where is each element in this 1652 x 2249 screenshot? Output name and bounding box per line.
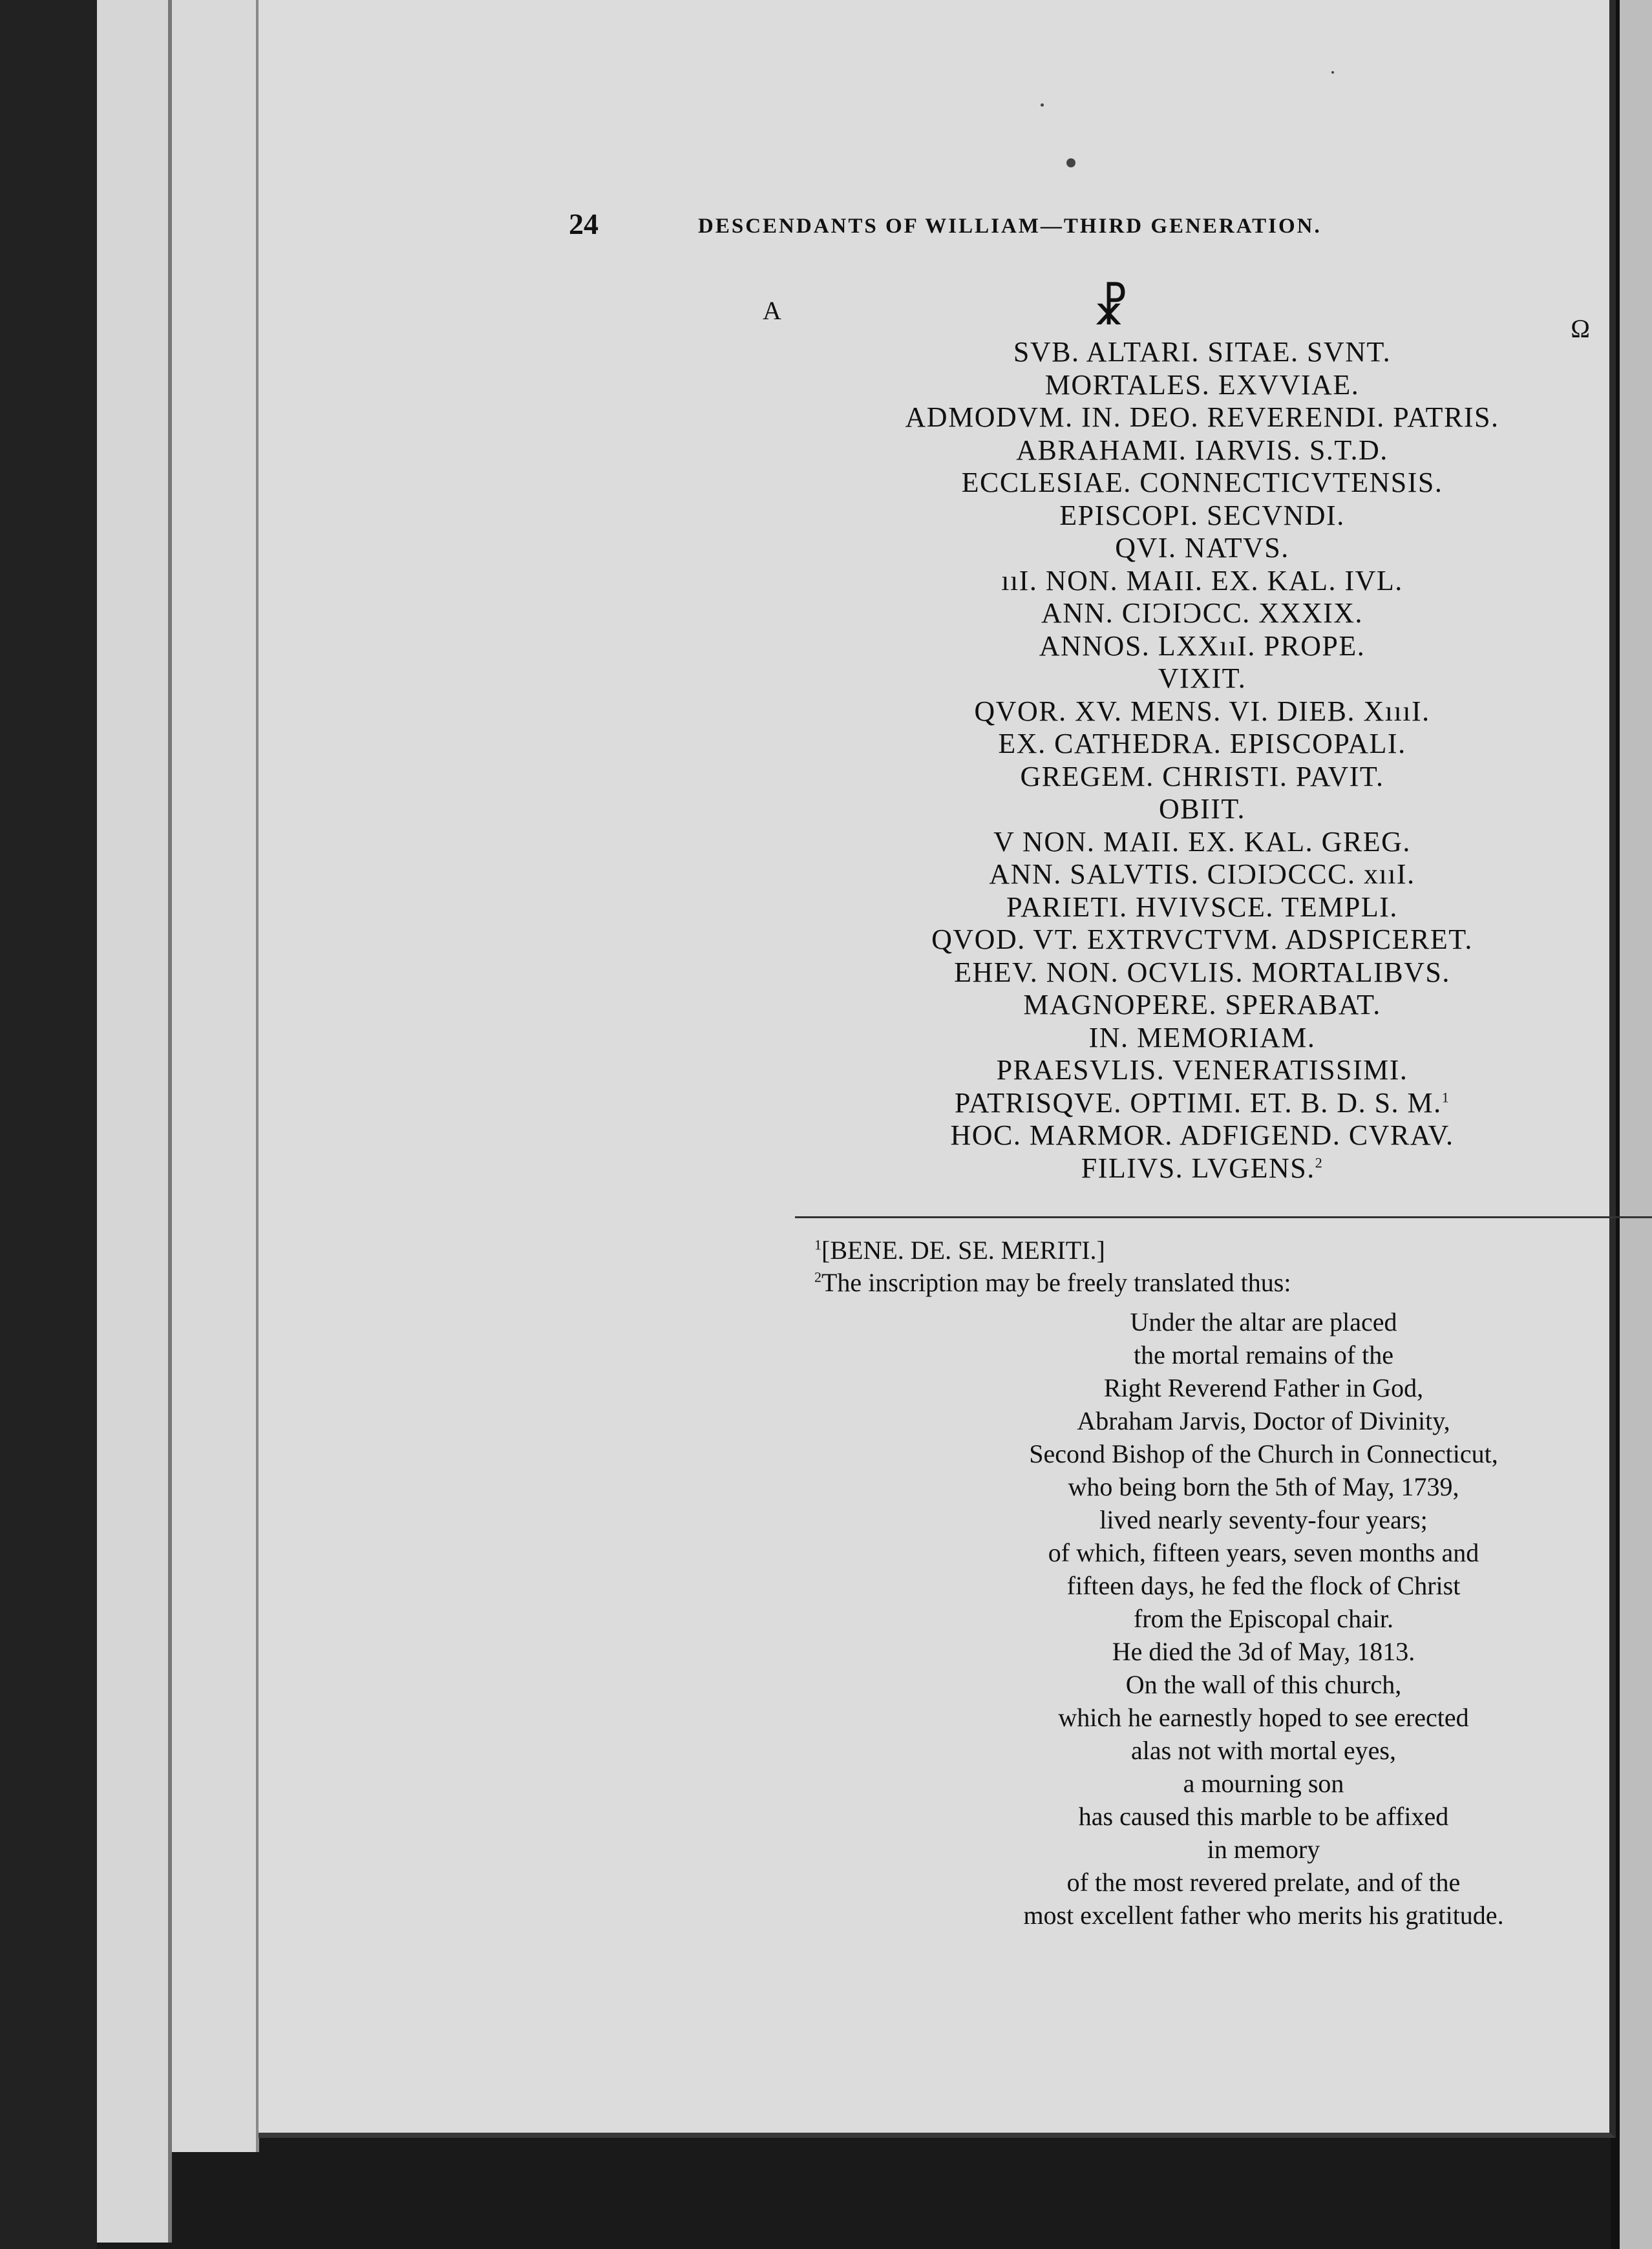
translation-line: the mortal remains of the xyxy=(1133,1340,1394,1369)
book-page xyxy=(259,0,1616,2138)
translation-line: from the Episcopal chair. xyxy=(1133,1604,1394,1633)
translation-line: fifteen days, he fed the flock of Christ xyxy=(1066,1571,1461,1600)
book-edge-inner xyxy=(172,0,259,2152)
translation-line: Right Reverend Father in God, xyxy=(1103,1373,1424,1402)
omega-symbol: Ω xyxy=(1571,314,1590,343)
inscription-line: QVOR. XV. MENS. VI. DIEB. XıııI. xyxy=(974,695,1430,727)
translation-line: Abraham Jarvis, Doctor of Divinity, xyxy=(1077,1406,1450,1435)
inscription-line: QVOD. VT. EXTRVCTVM. ADSPICERET. xyxy=(931,924,1473,955)
inscription-line: ADMODVM. IN. DEO. REVERENDI. PATRIS. xyxy=(905,401,1499,433)
latin-inscription xyxy=(776,336,1629,1185)
footnote-1 xyxy=(814,1234,1652,1267)
inscription-line: ECCLESIAE. CONNECTICVTENSIS. xyxy=(961,467,1443,498)
chi-rho-icon: ☧ xyxy=(1092,283,1129,335)
inscription-line: ANNOS. LXXııI. PROPE. xyxy=(1039,629,1366,662)
footnote-text: The inscription may be freely translated thus: xyxy=(821,1268,1291,1297)
inscription-line: ANN. SALVTIS. CIƆIƆCCC. xııI. xyxy=(989,858,1415,890)
inscription-line xyxy=(776,1087,1629,1120)
footnote-marker: 2 xyxy=(1315,1154,1324,1170)
running-head xyxy=(569,207,1642,259)
inscription-line: QVI. NATVS. xyxy=(1115,532,1289,564)
translation-line: which he earnestly hoped to see erected xyxy=(1058,1703,1469,1732)
translation-line: On the wall of this church, xyxy=(1125,1670,1402,1699)
inscription-line-text: FILIVS. LVGENS. xyxy=(1081,1152,1315,1184)
inscription-line xyxy=(776,1152,1629,1185)
translation-line: He died the 3d of May, 1813. xyxy=(1112,1637,1415,1666)
inscription-line: ııI. NON. MAII. EX. KAL. IVL. xyxy=(1001,564,1403,597)
translation-line: who being born the 5th of May, 1739, xyxy=(1068,1472,1459,1501)
book-edge-outer xyxy=(97,0,172,2243)
inscription-line: GREGEM. CHRISTI. PAVIT. xyxy=(1020,760,1384,792)
dust-speck xyxy=(1041,103,1044,107)
inscription-line-text: PATRISQVE. OPTIMI. ET. B. D. S. M. xyxy=(954,1086,1442,1119)
footnote-2 xyxy=(814,1267,1652,1299)
inscription-line: EHEV. NON. OCVLIS. MORTALIBVS. xyxy=(954,956,1450,988)
footnote-text: [BENE. DE. SE. MERITI.] xyxy=(821,1236,1105,1265)
inscription-line: EPISCOPI. SECVNDI. xyxy=(1059,499,1345,531)
dust-speck xyxy=(1331,71,1334,74)
alpha-symbol: A xyxy=(763,296,781,325)
translation-line: Under the altar are placed xyxy=(1130,1307,1397,1336)
footnotes xyxy=(814,1234,1652,1299)
translation-line: alas not with mortal eyes, xyxy=(1131,1736,1396,1765)
translation-line: in memory xyxy=(1207,1835,1320,1864)
inscription-line: EX. CATHEDRA. EPISCOPALI. xyxy=(998,728,1406,759)
inscription-line: PARIETI. HVIVSCE. TEMPLI. xyxy=(1006,891,1398,923)
inscription-line: SVB. ALTARI. SITAE. SVNT. xyxy=(1013,336,1392,368)
translation-line: has caused this marble to be affixed xyxy=(1078,1802,1449,1831)
translation-line: of which, fifteen years, seven months and xyxy=(1048,1538,1479,1567)
translation-line: of the most revered prelate, and of the xyxy=(1066,1868,1461,1897)
footnote-marker: 1 xyxy=(1441,1088,1450,1105)
translation-line: a mourning son xyxy=(1183,1769,1344,1798)
inscription-line: ANN. CIƆIƆCC. XXXIX. xyxy=(1041,597,1364,629)
inscription-line: HOC. MARMOR. ADFIGEND. CVRAV. xyxy=(950,1119,1454,1151)
translation-line: most excellent father who merits his gratitude. xyxy=(1023,1901,1504,1930)
dust-speck xyxy=(1066,158,1075,167)
footnote-rule xyxy=(795,1216,1652,1218)
inscription-line: V NON. MAII. EX. KAL. GREG. xyxy=(993,825,1411,858)
inscription-line: MORTALES. EXVVIAE. xyxy=(1044,368,1360,401)
inscription-line: IN. MEMORIAM. xyxy=(1088,1021,1316,1053)
page-number: 24 xyxy=(569,207,598,240)
english-translation xyxy=(918,1305,1609,1932)
translation-line: lived nearly seventy-four years; xyxy=(1099,1505,1428,1534)
scan-border-left xyxy=(0,0,97,2249)
header-title: DESCENDANTS OF WILLIAM—THIRD GENERATION. xyxy=(698,215,1322,238)
inscription-line: OBIIT. xyxy=(1158,793,1246,825)
translation-line: Second Bishop of the Church in Connecticut, xyxy=(1029,1439,1498,1468)
inscription-line: VIXIT. xyxy=(1158,662,1247,694)
footnote-number: 2 xyxy=(814,1269,821,1285)
inscription-line: ABRAHAMI. IARVIS. S.T.D. xyxy=(1016,434,1388,466)
inscription-line: PRAESVLIS. VENERATISSIMI. xyxy=(996,1054,1408,1086)
footnote-number: 1 xyxy=(814,1236,821,1253)
inscription-line: MAGNOPERE. SPERABAT. xyxy=(1023,989,1381,1020)
